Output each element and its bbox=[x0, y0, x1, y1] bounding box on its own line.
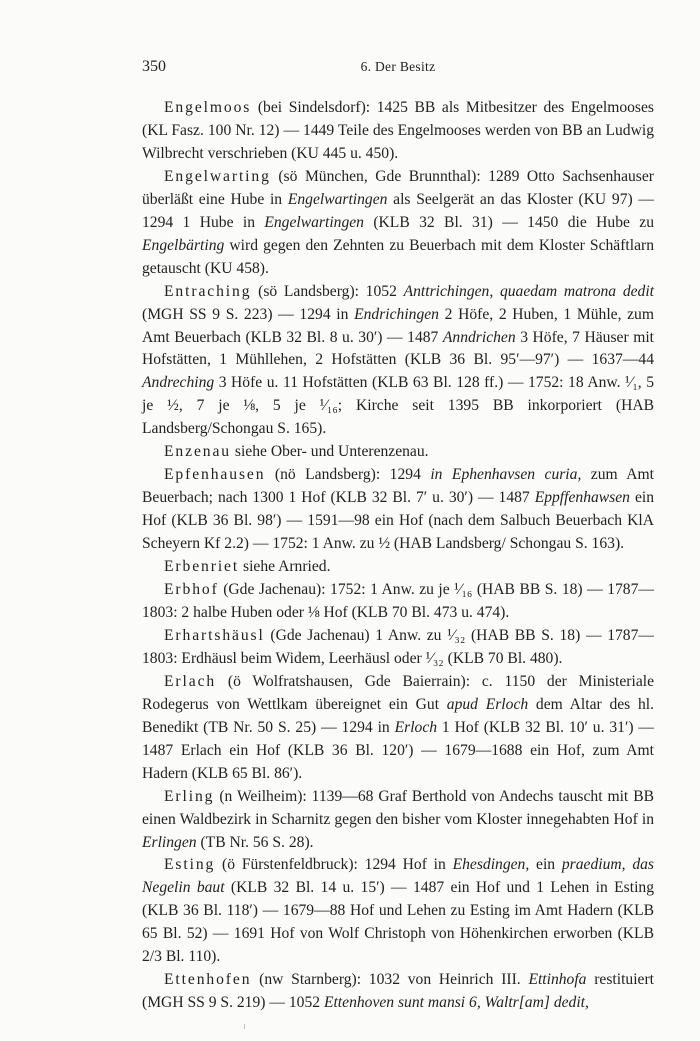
entry-lemma: Ettenhofen bbox=[164, 971, 252, 989]
entry-erling: Erling (n Weilheim): 1139—68 Graf Berthold von Andechs tauscht mit BB einen Waldbezirk in Scharnitz gegen den bisher vom Kloster innegehabten Hof in Erlingen (TB Nr. 56 S. 28). bbox=[142, 787, 654, 851]
entry-engelmoos: Engelmoos (bei Sindelsdorf): 1425 BB als Mitbesitzer des Engelmooses (KL Fasz. 100 Nr. 12) — 1449 Teile des Engelmooses werden von BB an Ludwig Wilbrecht verschrieben (KU 445 u. 450). bbox=[142, 99, 654, 162]
entry-erbhof: Erbhof (Gde Jachenau): 1752: 1 Anw. zu je ¹⁄₁₆ (HAB BB S. 18) — 1787—1803: 2 halbe Huben oder ⅛ Hof (KLB 70 Bl. 473 u. 474). bbox=[142, 581, 654, 621]
entry-engelwarting: Engelwarting (sö München, Gde Brunnthal): 1289 Otto Sachsenhauser überläßt eine Hube in Engelwartingen als Seelgerät an das Kloster (KU 97) — 1294 1 Hube in Engelwartingen (KLB 32 Bl. 31) — 1450 die Hube zu Engelbärting wird gegen den Zehnten zu Beuerbach mit dem Kloster Schäftlarn getauscht (KU 458). bbox=[142, 167, 655, 277]
entry-lemma: Erling bbox=[164, 787, 215, 805]
entry-lemma: Erlach bbox=[164, 672, 217, 690]
page-header bbox=[142, 58, 654, 78]
entry-lemma: Erhartshäusl bbox=[164, 626, 265, 644]
entry-esting: Esting (ö Fürstenfeldbruck): 1294 Hof in Ehesdingen, ein praedium, das Negelin baut (KLB 32 Bl. 14 u. 15′) — 1487 ein Hof und 1 Lehen in Esting (KLB 36 Bl. 118′) — 1679—88 Hof und Lehen zu Esting im Amt Hadern (KLB 65 Bl. 52) — 1691 Hof von Wolf Christoph von Höhenkirchen erworben (KLB 2/3 Bl. 110). bbox=[142, 856, 654, 966]
entry-lemma: Entraching bbox=[164, 282, 252, 300]
entry-erbenriet: Erbenriet siehe Arnried. bbox=[164, 558, 331, 576]
entry-enzenau: Enzenau siehe Ober- und Unterenzenau. bbox=[164, 443, 429, 461]
entry-ettenhofen: Ettenhofen (nw Starnberg): 1032 von Heinrich III. Ettinhofa restituiert (MGH SS 9 S. 219) — 1052 Ettenhoven sunt mansi 6, Waltr[am] dedit, bbox=[142, 971, 654, 1012]
gazetteer-text bbox=[142, 97, 654, 1015]
entry-erhartshaeusl: Erhartshäusl (Gde Jachenau) 1 Anw. zu ¹⁄₃₂ (HAB BB S. 18) — 1787—1803: Erdhäusl beim Widem, Leerhäusl oder ¹⁄₃₂ (KLB 70 Bl. 480). bbox=[142, 626, 654, 667]
running-head: 6. Der Besitz bbox=[360, 59, 436, 74]
entry-lemma: Esting bbox=[164, 856, 216, 874]
entry-lemma: Erbenriet bbox=[164, 558, 240, 576]
entry-lemma: Engelwarting bbox=[164, 167, 271, 185]
entry-lemma: Epfenhausen bbox=[164, 466, 266, 484]
entry-lemma: Engelmoos bbox=[164, 99, 252, 116]
entry-erlach: Erlach (ö Wolfratshausen, Gde Baierrain): c. 1150 der Ministeriale Rodegerus von Wettlkam übereignet ein Gut apud Erloch dem Altar des hl. Benedikt (TB Nr. 50 S. 25) — 1294 in Erloch 1 Hof (KLB 32 Bl. 10′ u. 31′) — 1487 Erlach ein Hof (KLB 36 Bl. 120′) — 1679—1688 ein Hof, zum Amt Hadern (KLB 65 Bl. 86′). bbox=[142, 672, 655, 782]
entry-entraching: Entraching (sö Landsberg): 1052 Anttrichingen, quaedam matrona dedit (MGH SS 9 S. 223) — 1294 in Endrichingen 2 Höfe, 2 Huben, 1 Mühle, zum Amt Beuerbach (KLB 32 Bl. 8 u. 30′) — 1487 Anndrichen 3 Höfe, 7 Häuser mit Hofstätten, 1 Mühllehen, 2 Hofstätten (KLB 36 Bl. 95′—97′) — 1637—44 Andreching 3 Höfe u. 11 Hofstätten (KLB 63 Bl. 128 ff.) — 1752: 18 Anw. ¹⁄₁, 5 je ½, 7 je ⅛, 5 je ¹⁄₁₆; Kirche seit 1395 BB inkorporiert (HAB Landsberg/Schongau S. 165). bbox=[142, 282, 654, 438]
scan-artifact-mark bbox=[244, 1024, 245, 1029]
entry-epfenhausen: Epfenhausen (nö Landsberg): 1294 in Ephenhavsen curia, zum Amt Beuerbach; nach 1300 1 Hof (KLB 32 Bl. 7′ u. 30′) — 1487 Eppffenhawsen ein Hof (KLB 36 Bl. 98′) — 1591—98 ein Hof (nach dem Salbuch Beuerbach KlA Scheyern Kf 2.2) — 1752: 1 Anw. zu ½ (HAB Landsberg/ Schongau S. 163). bbox=[142, 466, 654, 553]
entry-lemma: Enzenau bbox=[164, 443, 231, 461]
page-number: 350 bbox=[142, 58, 166, 75]
entry-lemma: Erbhof bbox=[164, 581, 219, 599]
